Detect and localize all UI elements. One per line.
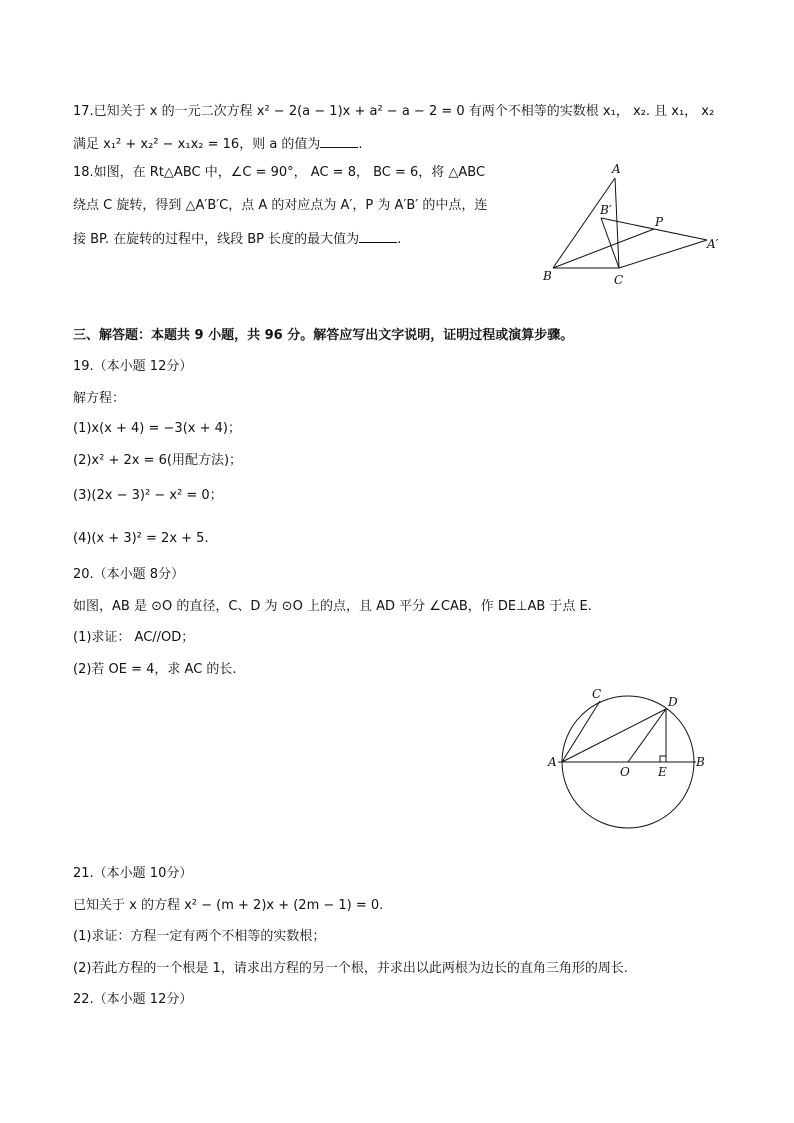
- chord-ad: [562, 709, 666, 762]
- q18-answer-blank: [359, 230, 397, 243]
- q18-rotation-figure: [535, 160, 735, 295]
- q20-header: 20.（本小题 8分）: [73, 567, 185, 582]
- q21-part-2: (2)若此方程的一个根是 1，请求出方程的另一个根，并求出以此两根为边长的直角三角形的周长.: [73, 961, 628, 976]
- label-b: B: [696, 755, 705, 769]
- q19-item-4: (4)(x + 3)² = 2x + 5.: [73, 531, 209, 546]
- q21-header: 21.（本小题 10分）: [73, 866, 193, 881]
- q17-line-2-text: 满足 x₁² + x₂² − x₁x₂ = 16，则 a 的值为: [73, 137, 321, 152]
- q19-item-3: (3)(2x − 3)² − x² = 0；: [73, 488, 223, 503]
- q18-line-1: 18.如图，在 Rt△ABC 中，∠C = 90°， AC = 8， BC = 6，将 △ABC: [73, 165, 486, 180]
- q21-stem: 已知关于 x 的方程 x² − (m + 2)x + (2m − 1) = 0.: [73, 898, 384, 913]
- q18-line-3-text: 接 BP. 在旋转的过程中，线段 BP 长度的最大值为: [73, 232, 360, 247]
- q19-item-2: (2)x² + 2x = 6(用配方法)；: [73, 453, 243, 468]
- q18-line-3-end: .: [397, 232, 402, 247]
- q19-intro: 解方程：: [73, 391, 126, 406]
- label-c: C: [592, 687, 602, 701]
- q19-item-1: (1)x(x + 4) = −3(x + 4)；: [73, 421, 241, 436]
- segment-ac: [615, 178, 619, 268]
- q20-part-1: (1)求证： AC//OD；: [73, 630, 195, 645]
- label-d: D: [668, 695, 678, 709]
- q22-header: 22.（本小题 12分）: [73, 992, 193, 1007]
- q17-line-2-end: .: [358, 137, 363, 152]
- segment-od: [628, 709, 666, 762]
- right-angle-mark: [660, 756, 666, 762]
- section-3-heading: 三、解答题：本题共 9 小题，共 96 分。解答应写出文字说明，证明过程或演算步骤。: [73, 328, 574, 343]
- label-a: A: [612, 162, 621, 176]
- q20-stem: 如图，AB 是 ⊙O 的直径，C、D 为 ⊙O 上的点，且 AD 平分 ∠CAB，作 DE⊥AB 于点 E.: [73, 599, 592, 614]
- q18-line-3: [73, 230, 401, 249]
- q17-line-1: 17.已知关于 x 的一元二次方程 x² − 2(a − 1)x + a² − a − 2 = 0 有两个不相等的实数根 x₁， x₂. 且 x₁， x₂: [73, 104, 715, 119]
- q17-answer-blank: [320, 135, 358, 148]
- q17-line-2: [73, 135, 363, 154]
- label-o: O: [620, 765, 630, 779]
- label-c: C: [614, 273, 624, 287]
- label-b: B: [543, 269, 552, 283]
- label-p: P: [655, 215, 664, 229]
- q18-line-2: 绕点 C 旋转，得到 △A′B′C，点 A 的对应点为 A′，P 为 A′B′ 的中点，连: [73, 198, 488, 213]
- segment-ab: [553, 178, 615, 268]
- label-b-prime: B′: [600, 203, 612, 217]
- q21-part-1: (1)求证：方程一定有两个不相等的实数根；: [73, 929, 326, 944]
- label-a-prime: A′: [707, 237, 719, 251]
- q19-header: 19.（本小题 12分）: [73, 359, 193, 374]
- q20-circle-figure: [540, 682, 720, 832]
- label-a: A: [548, 755, 557, 769]
- q20-part-2: (2)若 OE = 4，求 AC 的长.: [73, 662, 237, 677]
- label-e: E: [658, 765, 667, 779]
- segment-b-prime-c: [601, 218, 619, 268]
- segment-c-a-prime: [619, 240, 707, 268]
